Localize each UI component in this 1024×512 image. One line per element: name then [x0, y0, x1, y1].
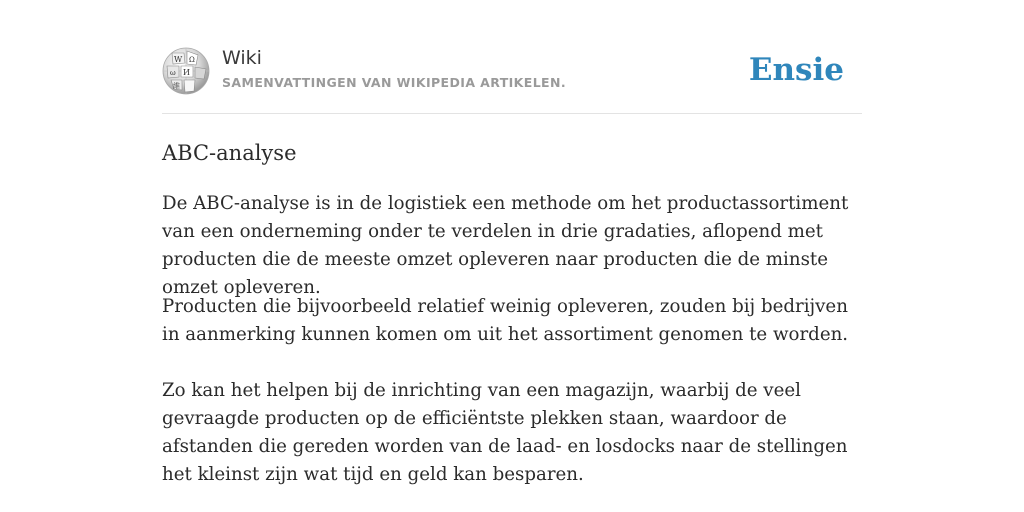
svg-text:ω: ω — [170, 69, 176, 77]
article-paragraph-2: Producten die bijvoorbeeld relatief weinig opleveren, zouden bij bedrijven in aanmerking kunnen komen om uit het assortiment genomen te worden. — [162, 296, 849, 345]
brand-logo[interactable]: Ensie — [748, 52, 844, 88]
site-header — [162, 44, 862, 104]
site-title[interactable]: Wiki — [222, 47, 262, 69]
site-tagline: SAMENVATTINGEN VAN WIKIPEDIA ARTIKELEN. — [222, 75, 567, 90]
svg-text:維: 維 — [173, 82, 180, 90]
article-title: ABC-analyse — [162, 141, 297, 165]
svg-text:Ω: Ω — [189, 56, 195, 64]
page — [162, 0, 862, 512]
article-paragraph-3: Zo kan het helpen bij de inrichting van een magazijn, waarbij de veel gevraagde producten op de efficiëntste plekken staan, waardoor de afstanden die gereden worden van de laad- en losdocks naar de stellingen het kleinst zijn wat tijd en geld kan besparen. — [162, 380, 848, 485]
header-divider — [162, 113, 862, 114]
svg-text:И: И — [183, 68, 190, 77]
wikipedia-globe-icon[interactable] — [162, 47, 210, 95]
article-paragraph-1: De ABC-analyse is in de logistiek een methode om het productassortiment van een onderneming onder te verdelen in drie gradaties, aflopend met producten die de meeste omzet opleveren naar producten die de minste omzet opleveren. — [162, 193, 849, 298]
svg-text:W: W — [174, 55, 183, 64]
